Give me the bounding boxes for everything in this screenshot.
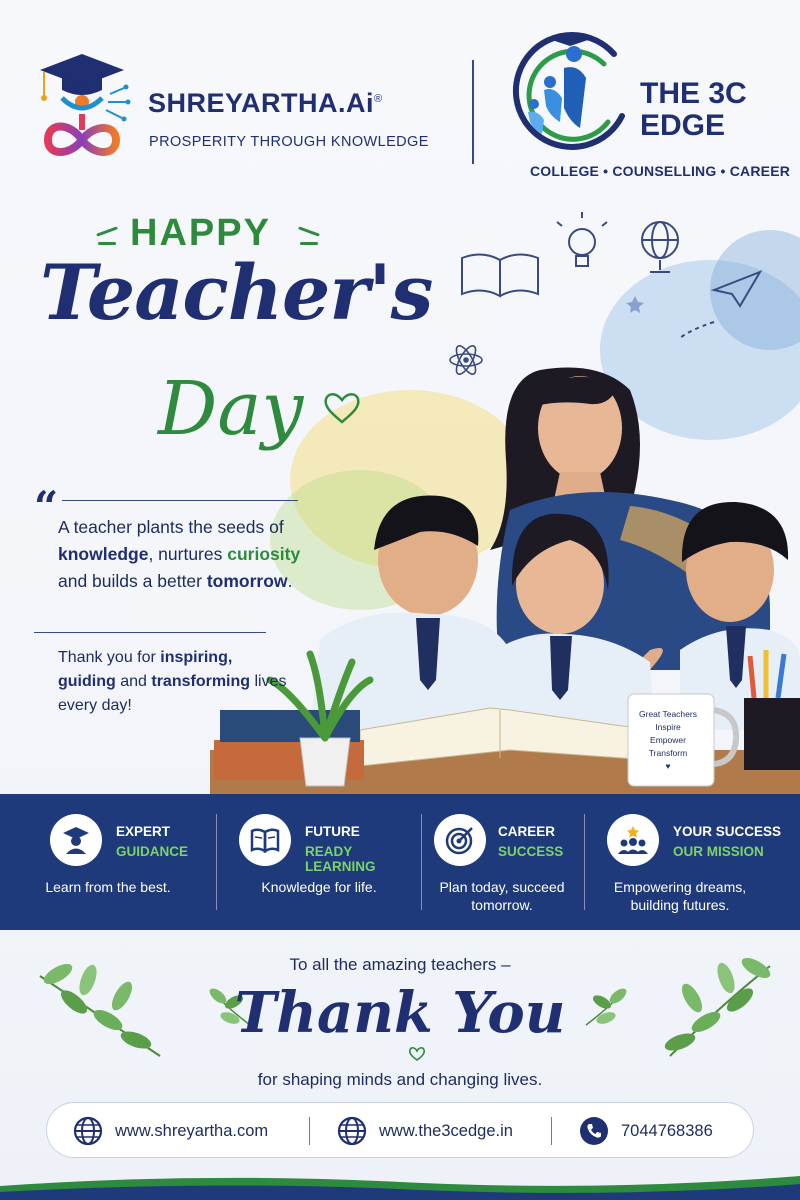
graduate-icon	[50, 814, 102, 866]
contact-separator	[551, 1117, 552, 1145]
feature-subtitle: GUIDANCE	[116, 844, 189, 859]
contact-phone[interactable]	[579, 1103, 713, 1159]
mug-text	[630, 708, 706, 773]
feature-title: CAREER	[498, 824, 556, 839]
shreyartha-logo	[32, 52, 132, 162]
feature-subtitle: READY LEARNING	[305, 844, 376, 874]
mug-line-1: Great Teachers	[639, 709, 697, 719]
contact-separator	[309, 1117, 310, 1145]
lightbulb-doodle-icon	[557, 212, 607, 266]
contact-website-shreyartha[interactable]	[73, 1103, 268, 1159]
globe-icon	[337, 1116, 367, 1146]
feature-title: FUTURE	[305, 824, 360, 839]
contact-website-3cedge[interactable]	[337, 1103, 513, 1159]
3c-edge-logo	[504, 24, 634, 154]
mug-line-4: Transform	[648, 748, 688, 758]
feature-subtitle: SUCCESS	[498, 844, 564, 859]
mug-heart-icon: ♥	[665, 761, 671, 771]
quote-text: A teacher plants the seeds of knowledge, nurtures curiosity and builds a better tomorrow.	[58, 517, 301, 591]
quote-line-top	[62, 500, 298, 501]
mug-line-3: Empower	[650, 735, 686, 745]
mug-line-2: Inspire	[655, 722, 681, 732]
footer-wave	[0, 1168, 800, 1200]
happy-dash-right-2	[300, 242, 318, 245]
quote-line-bottom	[34, 632, 266, 633]
closing-intro: To all the amazing teachers –	[289, 955, 511, 974]
atom-doodle-icon	[450, 343, 482, 377]
feature-desc: Empowering dreams, building futures.	[613, 879, 747, 913]
thank-you-heading: Thank You	[234, 980, 566, 1046]
phone-icon	[579, 1116, 609, 1146]
heart-outline-icon	[322, 390, 362, 426]
happy-dash-left	[96, 226, 118, 236]
feature-expert-guidance	[0, 794, 216, 930]
small-heart-icon	[408, 1046, 426, 1062]
globe-doodle-icon	[642, 222, 678, 272]
header	[0, 0, 800, 200]
title-teachers: Teacher's	[40, 248, 433, 337]
happy-dash-left-2	[98, 242, 116, 245]
contact-text: www.the3cedge.in	[379, 1121, 513, 1140]
contact-bar	[46, 1102, 754, 1158]
closing-subline: for shaping minds and changing lives.	[257, 1070, 543, 1089]
quote-mark: “	[34, 482, 59, 531]
target-icon	[434, 814, 486, 866]
thanks-text: Thank you for inspiring, guiding and transforming lives every day!	[58, 649, 287, 714]
brand1-name: SHREYARTHA.Ai®	[148, 88, 383, 118]
header-divider	[472, 60, 474, 164]
feature-title: EXPERT	[116, 824, 171, 839]
features-band	[0, 794, 800, 930]
feature-desc: Plan today, succeed tomorrow.	[439, 879, 565, 913]
contact-text: www.shreyartha.com	[115, 1121, 269, 1140]
feature-your-success	[585, 794, 800, 930]
open-book-doodle-icon	[462, 254, 538, 296]
brand2-name: THE 3C EDGE	[640, 77, 747, 142]
happy-heading: HAPPY	[130, 212, 271, 254]
brand1-tagline: PROSPERITY THROUGH KNOWLEDGE	[149, 134, 429, 150]
feature-title: YOUR SUCCESS	[673, 824, 782, 839]
contact-text: 7044768386	[621, 1121, 713, 1140]
book-icon	[239, 814, 291, 866]
feature-future-ready-learning	[217, 794, 421, 930]
title-day: Day	[158, 366, 304, 452]
feature-desc: Learn from the best.	[45, 879, 171, 895]
feature-career-success	[422, 794, 582, 930]
feature-desc: Knowledge for life.	[261, 879, 377, 895]
feature-subtitle: OUR MISSION	[673, 844, 764, 859]
team-star-icon	[607, 814, 659, 866]
brand2-tagline: COLLEGE • COUNSELLING • CAREER	[530, 163, 791, 179]
globe-icon	[73, 1116, 103, 1146]
